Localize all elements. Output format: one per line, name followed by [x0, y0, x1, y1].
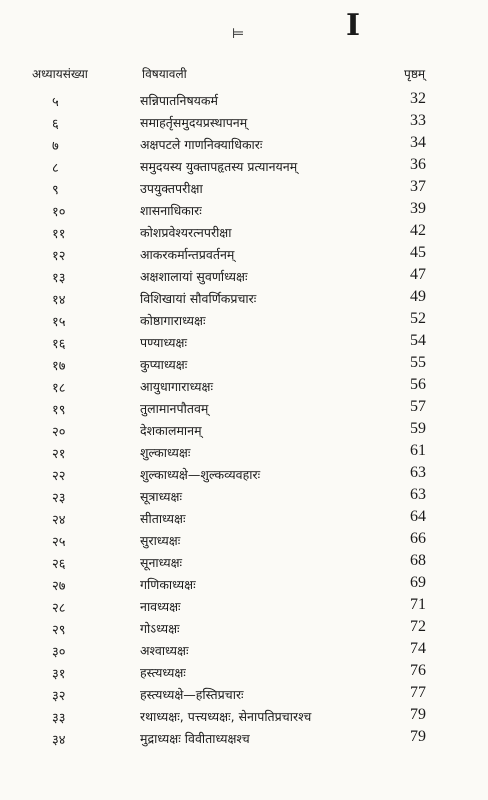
page-number: 63	[410, 464, 426, 481]
chapter-number: २९	[52, 623, 66, 638]
page-number: 77	[410, 684, 426, 701]
chapter-subject: हस्त्यध्यक्षे—हस्तिप्रचारः	[140, 687, 244, 702]
roman-numeral: I	[346, 8, 361, 43]
chapter-subject: समाहर्तृसमुदयप्रस्थापनम्	[140, 115, 248, 130]
chapter-subject: गोऽध्यक्षः	[140, 621, 180, 636]
page-number: 59	[410, 420, 426, 437]
contents-row	[0, 640, 488, 662]
chapter-number: ८	[52, 161, 59, 176]
chapter-subject: शुल्काध्यक्षे—शुल्कव्यवहारः	[140, 467, 261, 482]
contents-row	[0, 332, 488, 354]
page-number: 39	[410, 200, 426, 217]
contents-row	[0, 376, 488, 398]
page-number: 36	[410, 156, 426, 173]
chapter-number: ३२	[52, 689, 66, 704]
page-number: 76	[410, 662, 426, 679]
page-number: 55	[410, 354, 426, 371]
chapter-subject: अश्वाध्यक्षः	[140, 643, 189, 658]
page-number: 32	[410, 90, 426, 107]
chapter-subject: तुलामानपौतवम्	[140, 401, 209, 416]
chapter-number: १०	[52, 205, 66, 220]
page-number: 68	[410, 552, 426, 569]
chapter-number: ३०	[52, 645, 66, 660]
chapter-subject: अक्षपटले गाणनिक्याधिकारः	[140, 137, 263, 152]
chapter-number: ९	[52, 183, 59, 198]
chapter-number: ३१	[52, 667, 66, 682]
chapter-subject: सीताध्यक्षः	[140, 511, 186, 526]
chapter-number: १८	[52, 381, 66, 396]
chapter-number: २३	[52, 491, 66, 506]
page-number: 69	[410, 574, 426, 591]
chapter-subject: कोष्ठागाराध्यक्षः	[140, 313, 206, 328]
chapter-number: २१	[52, 447, 66, 462]
page-number: 74	[410, 640, 426, 657]
contents-row	[0, 266, 488, 288]
contents-row	[0, 222, 488, 244]
contents-row	[0, 728, 488, 750]
chapter-subject: कुप्याध्यक्षः	[140, 357, 188, 372]
contents-row	[0, 596, 488, 618]
page-number: 54	[410, 332, 426, 349]
chapter-number: १३	[52, 271, 66, 286]
chapter-subject: उपयुक्तपरीक्षा	[140, 181, 203, 196]
chapter-number: २७	[52, 579, 66, 594]
contents-row	[0, 706, 488, 728]
page-number: 66	[410, 530, 426, 547]
chapter-subject: कोशप्रवेश्यरत्नपरीक्षा	[140, 225, 232, 240]
page-number: 71	[410, 596, 426, 613]
contents-row	[0, 464, 488, 486]
chapter-subject: सन्निपातनिषयकर्म	[140, 93, 219, 108]
chapter-subject: गणिकाध्यक्षः	[140, 577, 196, 592]
chapter-number: ३३	[52, 711, 66, 726]
contents-row	[0, 398, 488, 420]
chapter-number: ११	[52, 227, 66, 242]
contents-row	[0, 134, 488, 156]
page-number: 34	[410, 134, 426, 151]
chapter-number: ५	[52, 95, 59, 110]
contents-row	[0, 420, 488, 442]
contents-row	[0, 442, 488, 464]
chapter-subject: समुदयस्य युक्तापहृतस्य प्रत्यानयनम्	[140, 159, 298, 174]
chapter-subject: सूनाध्यक्षः	[140, 555, 183, 570]
contents-row	[0, 530, 488, 552]
page-number: 63	[410, 486, 426, 503]
page-number: 49	[410, 288, 426, 305]
header-chapter-number: अध्यायसंख्या	[32, 67, 88, 81]
contents-row	[0, 354, 488, 376]
contents-row	[0, 178, 488, 200]
chapter-number: १४	[52, 293, 66, 308]
header-subject-list: विषयावली	[142, 67, 187, 81]
contents-row	[0, 288, 488, 310]
contents-row	[0, 618, 488, 640]
page-number: 37	[410, 178, 426, 195]
chapter-subject: अक्षशालायां सुवर्णाध्यक्षः	[140, 269, 248, 284]
chapter-subject: आकरकर्मान्तप्रवर्तनम्	[140, 247, 235, 262]
contents-row	[0, 486, 488, 508]
chapter-subject: नावध्यक्षः	[140, 599, 181, 614]
chapter-subject: शासनाधिकारः	[140, 203, 202, 218]
page-number: 64	[410, 508, 426, 525]
chapter-subject: रथाध्यक्षः, पत्त्यध्यक्षः, सेनापतिप्रचारश्च	[140, 709, 312, 724]
contents-row	[0, 244, 488, 266]
chapter-number: १२	[52, 249, 66, 264]
page-number: 52	[410, 310, 426, 327]
contents-row	[0, 310, 488, 332]
chapter-number: २६	[52, 557, 66, 572]
chapter-number: १९	[52, 403, 66, 418]
chapter-subject: मुद्राध्यक्षः विवीताध्यक्षश्च	[140, 731, 250, 746]
chapter-subject: हस्त्यध्यक्षः	[140, 665, 186, 680]
contents-row	[0, 90, 488, 112]
page-number: 79	[410, 706, 426, 723]
page-number: 61	[410, 442, 426, 459]
chapter-number: ६	[52, 117, 59, 132]
chapter-subject: पण्याध्यक्षः	[140, 335, 187, 350]
chapter-number: २०	[52, 425, 66, 440]
chapter-number: २२	[52, 469, 66, 484]
header-page: पृष्ठम्	[404, 67, 426, 81]
chapter-number: २४	[52, 513, 66, 528]
page-number: 47	[410, 266, 426, 283]
page-number: 33	[410, 112, 426, 129]
chapter-number: २५	[52, 535, 66, 550]
chapter-number: ३४	[52, 733, 66, 748]
page-number: 79	[410, 728, 426, 745]
chapter-number: १७	[52, 359, 66, 374]
chapter-number: १६	[52, 337, 66, 352]
chapter-number: २८	[52, 601, 66, 616]
contents-row	[0, 508, 488, 530]
page-number: 45	[410, 244, 426, 261]
contents-row	[0, 662, 488, 684]
page-number: 72	[410, 618, 426, 635]
page-mark: ⊨	[232, 26, 245, 42]
page-number: 42	[410, 222, 426, 239]
chapter-subject: आयुधागाराध्यक्षः	[140, 379, 214, 394]
contents-row	[0, 112, 488, 134]
contents-row	[0, 684, 488, 706]
chapter-subject: देशकालमानम्	[140, 423, 202, 438]
page-number: 56	[410, 376, 426, 393]
contents-row	[0, 156, 488, 178]
contents-row	[0, 574, 488, 596]
chapter-number: १५	[52, 315, 66, 330]
page-number: 57	[410, 398, 426, 415]
contents-row	[0, 200, 488, 222]
chapter-subject: विशिखायां सौवर्णिकप्रचारः	[140, 291, 257, 306]
contents-row	[0, 552, 488, 574]
chapter-subject: सूत्राध्यक्षः	[140, 489, 183, 504]
chapter-subject: सुराध्यक्षः	[140, 533, 181, 548]
chapter-number: ७	[52, 139, 59, 154]
chapter-subject: शुल्काध्यक्षः	[140, 445, 191, 460]
